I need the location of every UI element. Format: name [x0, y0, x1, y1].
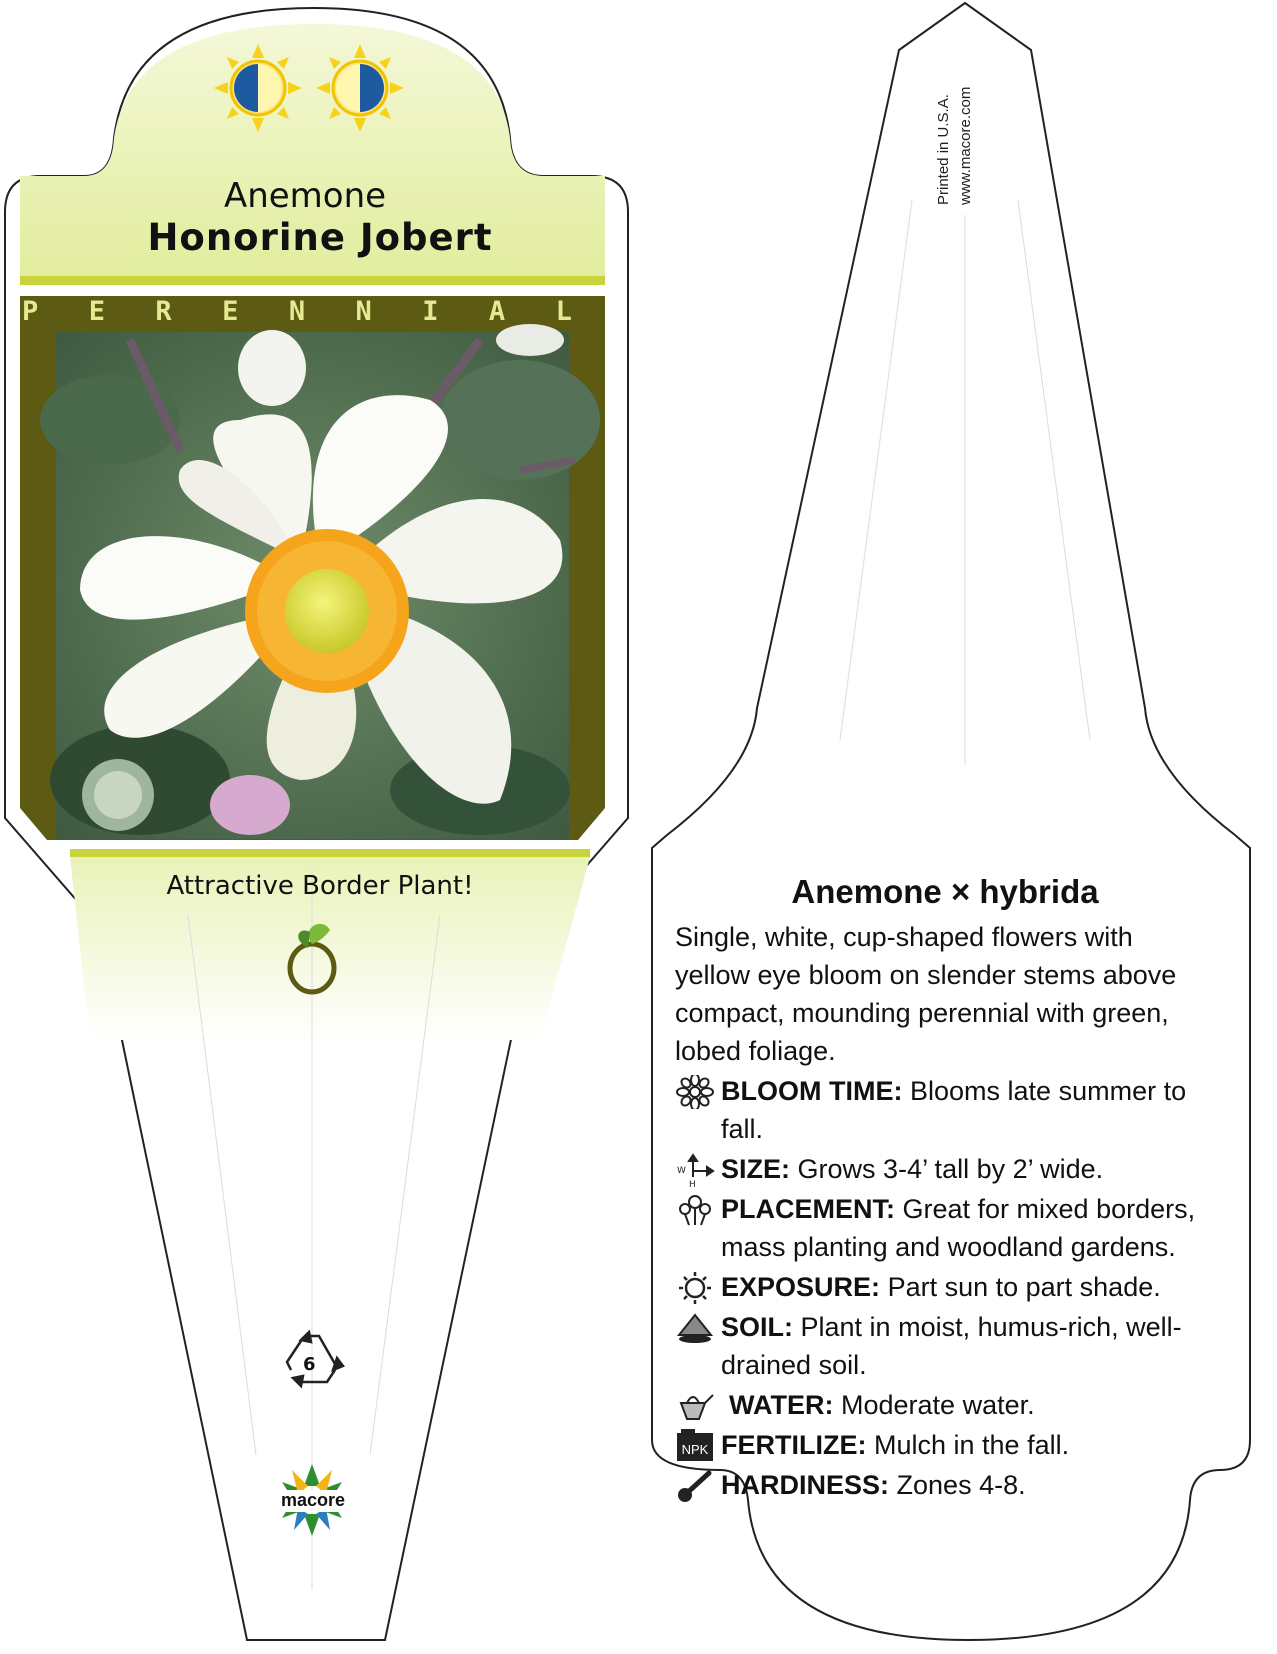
brand-name: macore [280, 1490, 346, 1510]
attribute-label: BLOOM TIME: [721, 1076, 903, 1106]
printer-info [935, 45, 1005, 215]
watering-can-icon [675, 1389, 715, 1423]
svg-text:H: H [689, 1180, 696, 1187]
bloom-flower-icon [675, 1075, 715, 1109]
category-label [22, 296, 572, 327]
attribute-hardiness [675, 1466, 1215, 1504]
svg-text:W: W [677, 1166, 686, 1176]
attribute-text: Part sun to part shade. [887, 1272, 1161, 1302]
category-letter: A [488, 296, 506, 327]
plant-photo [40, 324, 600, 839]
placement-flowers-icon [675, 1193, 715, 1227]
part-sun-icon [214, 44, 302, 132]
category-letter: N [355, 296, 372, 327]
attribute-label: EXPOSURE: [721, 1272, 881, 1302]
attribute-label: SOIL: [721, 1312, 793, 1342]
attribute-label: HARDINESS: [721, 1470, 890, 1500]
attribute-text: Great for mixed borders, mass planting and woodland gardens. [721, 1194, 1196, 1262]
cultivar-name: Honorine Jobert [147, 216, 493, 259]
attribute-fertilize [675, 1426, 1215, 1464]
attribute-exposure [675, 1268, 1215, 1306]
recycle-code: 6 [303, 1354, 316, 1375]
attribute-water [675, 1386, 1215, 1424]
frame-divider [70, 849, 590, 857]
attribute-label: WATER: [729, 1390, 834, 1420]
category-letter: L [555, 296, 572, 327]
exposure-sun-icon [675, 1271, 715, 1305]
attribute-label: FERTILIZE: [721, 1430, 867, 1460]
attribute-soil [675, 1308, 1215, 1384]
thermometer-icon [675, 1469, 715, 1503]
attribute-label: SIZE: [721, 1154, 791, 1184]
part-sun-icon [316, 44, 404, 132]
common-name: Anemone [223, 176, 387, 216]
soil-pile-icon [675, 1311, 715, 1345]
plant-description: Single, white, cup-shaped flowers with yellow eye bloom on slender stems above compact, mounding perennial with green, lobed foliage. [675, 922, 1177, 1066]
attribute-text: Grows 3-4’ tall by 2’ wide. [797, 1154, 1104, 1184]
category-letter: P [22, 296, 39, 327]
svg-text:NPK: NPK [681, 1442, 709, 1457]
category-letter: E [88, 296, 105, 327]
attribute-label: PLACEMENT: [721, 1194, 895, 1224]
attribute-bloom-time [675, 1072, 1215, 1148]
website: www.macore.com [957, 86, 974, 205]
care-info [675, 872, 1215, 1504]
attribute-size [675, 1150, 1215, 1188]
category-letter: I [422, 296, 439, 327]
title-divider [20, 276, 605, 285]
size-arrows-icon [675, 1153, 715, 1187]
botanical-name: Anemone × hybrida [791, 873, 1099, 910]
category-letter: R [155, 296, 172, 327]
npk-fertilizer-icon [675, 1429, 715, 1463]
category-letter: N [288, 296, 306, 327]
tagline: Attractive Border Plant! [166, 871, 474, 901]
attribute-placement [675, 1190, 1215, 1266]
category-letter: E [222, 296, 239, 327]
attribute-text: Mulch in the fall. [874, 1430, 1070, 1460]
attribute-text: Zones 4-8. [896, 1470, 1026, 1500]
attribute-text: Plant in moist, humus-rich, well-drained soil. [721, 1312, 1182, 1380]
printed-in: Printed in U.S.A. [935, 94, 952, 205]
attribute-text: Moderate water. [841, 1390, 1035, 1420]
attribute-text: Blooms late summer to fall. [721, 1076, 1187, 1144]
